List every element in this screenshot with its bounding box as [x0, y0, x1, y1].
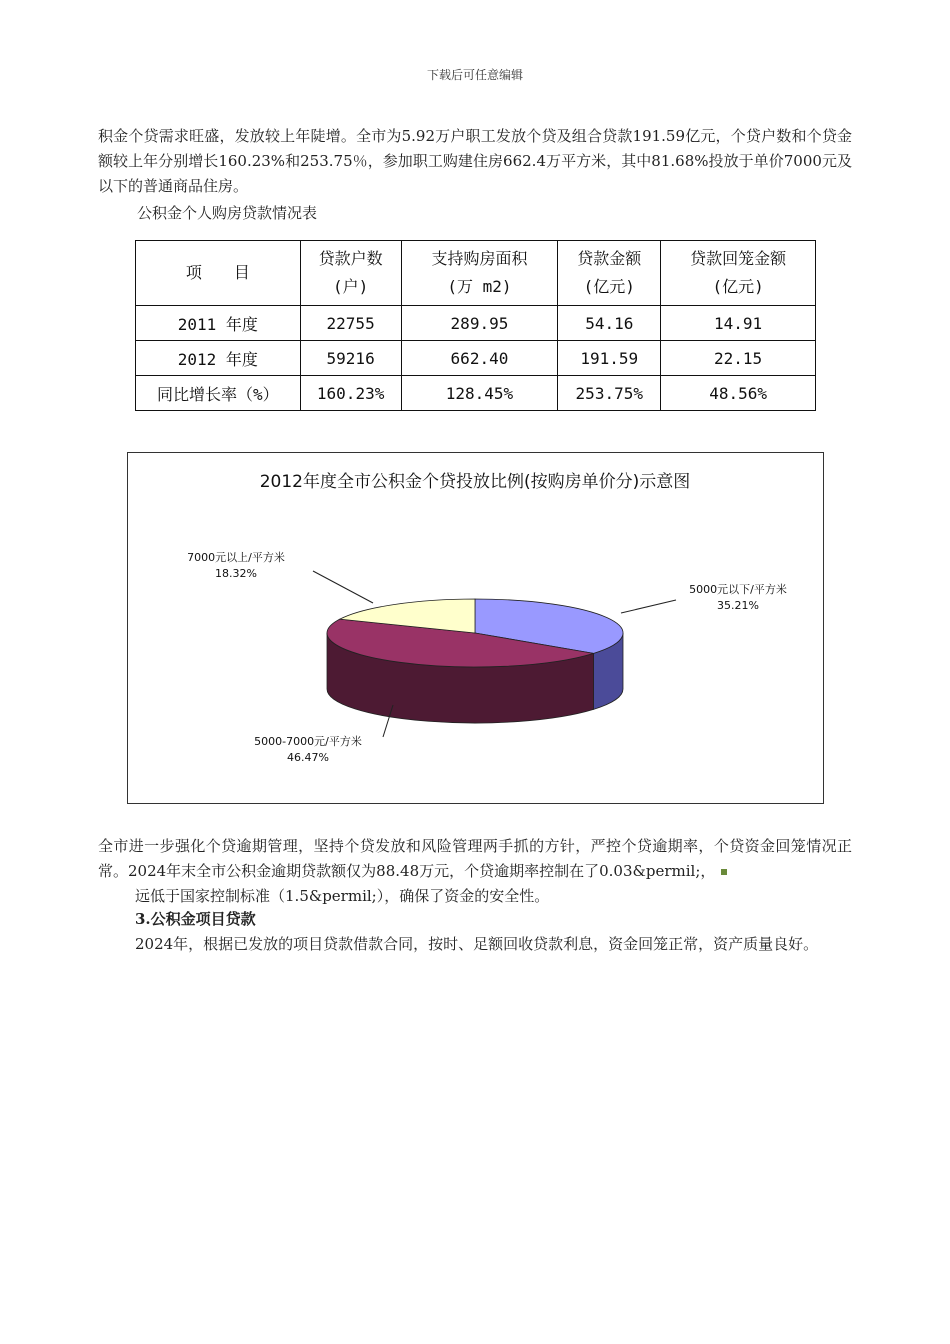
paragraph-overdue [98, 834, 852, 884]
slice-label-2: 7000元以上/平方米 [187, 551, 285, 564]
chart-title: 2012年度全市公积金个贷投放比例(按购房单价分)示意图 [259, 472, 691, 492]
table-cell: 662.40 [401, 341, 558, 376]
table-cell: 253.75% [558, 376, 661, 411]
slice-value-label-0: 35.21% [717, 599, 759, 612]
table-cell: 48.56% [661, 376, 816, 411]
pie-chart [127, 452, 824, 804]
table-cell: 128.45% [401, 376, 558, 411]
table-header-row [136, 241, 816, 306]
header-line1: 贷款回笼金额 [690, 249, 787, 268]
table-cell: 2011 年度 [136, 306, 301, 341]
table-row [136, 306, 816, 341]
leader-line-2 [313, 571, 373, 603]
bullet-marker-icon [721, 869, 727, 875]
slice-label-1: 5000-7000元/平方米 [254, 735, 362, 748]
header-cell [661, 241, 816, 306]
header-cell [300, 241, 401, 306]
header-cell [401, 241, 558, 306]
page-header: 下载后可任意编辑 [426, 68, 523, 82]
header-line1: 项 目 [185, 263, 250, 282]
table-cell: 59216 [300, 341, 401, 376]
table-cell: 22.15 [661, 341, 816, 376]
loan-table [135, 240, 816, 411]
intro-paragraph: 积金个贷需求旺盛，发放较上年陡增。全市为5.92万户职工发放个贷及组合贷款191.59亿元，个贷户数和个贷金额较上年分别增长160.23%和253.75％，参加职工购建住房662.4万平方米，其中81.68%投放于单价7000元及以下的普通商品住房。 [98, 127, 852, 195]
header-line1: 贷款金额 [577, 249, 642, 268]
section-body: 2024年，根据已发放的项目贷款借款合同，按时、足额回收贷款利息，资金回笼正常，资产质量良好。 [135, 935, 819, 953]
header-line2: (户) [332, 277, 369, 296]
header-line1: 贷款户数 [318, 249, 383, 268]
slice-value-label-1: 46.47% [287, 751, 329, 764]
table-cell: 191.59 [558, 341, 661, 376]
header-line1: 支持购房面积 [431, 249, 528, 268]
table-row [136, 341, 816, 376]
header-line2: (亿元) [712, 277, 764, 296]
table-cell: 14.91 [661, 306, 816, 341]
header-line2: (亿元) [583, 277, 635, 296]
slice-label-0: 5000元以下/平方米 [689, 583, 787, 596]
table-cell: 289.95 [401, 306, 558, 341]
table-cell: 54.16 [558, 306, 661, 341]
slice-value-label-2: 18.32% [215, 567, 257, 580]
header-cell [558, 241, 661, 306]
table-row [136, 376, 816, 411]
section-heading: 3.公积金项目贷款 [135, 910, 256, 928]
header-cell [136, 241, 301, 306]
table-cell: 2012 年度 [136, 341, 301, 376]
paragraph-overdue-text: 全市进一步强化个贷逾期管理，坚持个贷发放和风险管理两手抓的方针，严控个贷逾期率，个贷资金回笼情况正常。2024年末全市公积金逾期贷款额仅为88.48万元，个贷逾期率控制在了0.03&permil;， [98, 837, 852, 880]
table-cell: 同比增长率（%） [136, 376, 301, 411]
table-cell: 160.23% [300, 376, 401, 411]
leader-line-0 [621, 600, 676, 613]
header-line2: (万 m2) [447, 277, 512, 296]
pie-chart-svg [128, 453, 823, 803]
table-caption: 公积金个人购房贷款情况表 [137, 204, 318, 222]
paragraph-overdue-cont: 远低于国家控制标准（1.5&permil;），确保了资金的安全性。 [135, 887, 550, 905]
table-cell: 22755 [300, 306, 401, 341]
pie-tops [327, 599, 623, 667]
